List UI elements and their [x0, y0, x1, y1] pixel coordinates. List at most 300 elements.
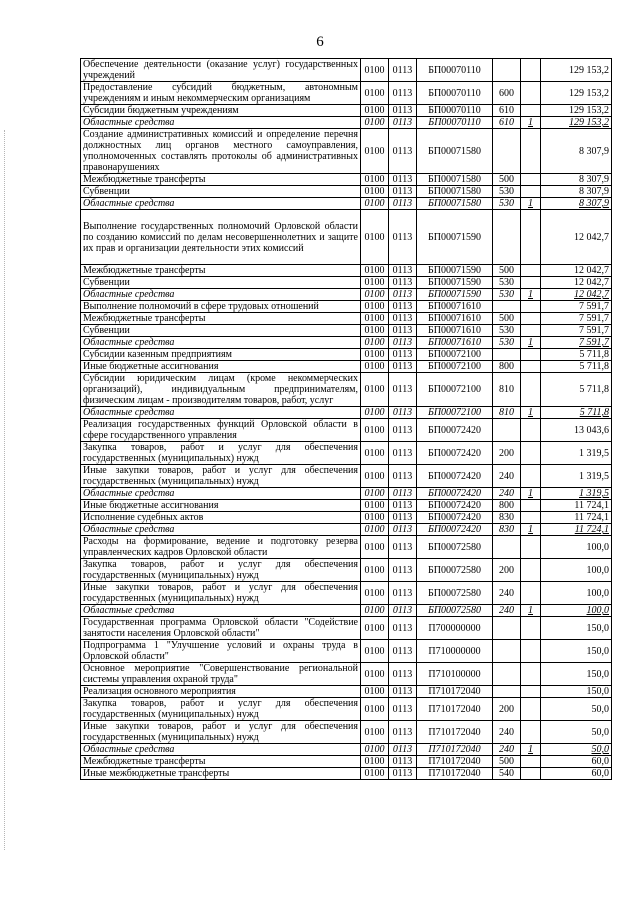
row-subsection-cell: 0113	[389, 465, 417, 488]
row-name-cell: Государственная программа Орловской области "Содействие занятости населения Орловской области"	[81, 617, 361, 640]
row-subsection-cell: 0113	[389, 559, 417, 582]
table-row	[81, 373, 612, 407]
row-section-cell: 0100	[361, 407, 389, 419]
row-article-cell: БП00072100	[417, 373, 493, 407]
row-source-cell	[521, 756, 541, 768]
table-row	[81, 698, 612, 721]
row-name-cell: Областные средства	[81, 289, 361, 301]
row-source-cell	[521, 663, 541, 686]
row-article-cell: БП00072420	[417, 524, 493, 536]
row-section-cell: 0100	[361, 756, 389, 768]
row-expense-type-cell: 610	[493, 117, 521, 129]
row-sum-cell: 100,0	[541, 536, 612, 559]
row-article-cell: БП00071580	[417, 174, 493, 186]
table-row	[81, 407, 612, 419]
table-row	[81, 744, 612, 756]
row-source-cell	[521, 536, 541, 559]
table-row	[81, 325, 612, 337]
row-source-cell	[521, 325, 541, 337]
row-subsection-cell: 0113	[389, 373, 417, 407]
row-sum-cell: 8 307,9	[541, 174, 612, 186]
row-section-cell: 0100	[361, 277, 389, 289]
row-subsection-cell: 0113	[389, 605, 417, 617]
table-row	[81, 500, 612, 512]
row-subsection-cell: 0113	[389, 617, 417, 640]
row-name-cell: Межбюджетные трансферты	[81, 265, 361, 277]
row-name-cell: Расходы на формирование, ведение и подготовку резерва управленческих кадров Орловской области	[81, 536, 361, 559]
row-subsection-cell: 0113	[389, 663, 417, 686]
row-article-cell: П700000000	[417, 617, 493, 640]
row-section-cell: 0100	[361, 663, 389, 686]
row-sum-cell: 11 724,1	[541, 524, 612, 536]
row-section-cell: 0100	[361, 744, 389, 756]
table-row	[81, 129, 612, 174]
row-source-cell	[521, 277, 541, 289]
row-article-cell: БП00070110	[417, 59, 493, 82]
row-article-cell: БП00072100	[417, 407, 493, 419]
row-article-cell: БП00072420	[417, 419, 493, 442]
row-subsection-cell: 0113	[389, 186, 417, 198]
table-row	[81, 617, 612, 640]
table-row	[81, 768, 612, 780]
table-row	[81, 686, 612, 698]
table-row	[81, 198, 612, 210]
row-expense-type-cell: 600	[493, 82, 521, 105]
row-source-cell: 1	[521, 605, 541, 617]
row-subsection-cell: 0113	[389, 407, 417, 419]
table-row	[81, 174, 612, 186]
row-source-cell	[521, 582, 541, 605]
row-expense-type-cell: 240	[493, 605, 521, 617]
row-subsection-cell: 0113	[389, 198, 417, 210]
row-sum-cell: 129 153,2	[541, 105, 612, 117]
budget-table	[80, 58, 612, 780]
row-subsection-cell: 0113	[389, 82, 417, 105]
table-row	[81, 186, 612, 198]
row-name-cell: Областные средства	[81, 407, 361, 419]
row-source-cell	[521, 442, 541, 465]
row-article-cell: БП00072580	[417, 605, 493, 617]
row-expense-type-cell: 530	[493, 325, 521, 337]
row-sum-cell: 1 319,5	[541, 465, 612, 488]
row-source-cell	[521, 59, 541, 82]
row-name-cell: Иные бюджетные ассигнования	[81, 500, 361, 512]
row-sum-cell: 100,0	[541, 582, 612, 605]
row-subsection-cell: 0113	[389, 744, 417, 756]
row-name-cell: Межбюджетные трансферты	[81, 174, 361, 186]
row-source-cell	[521, 349, 541, 361]
row-source-cell	[521, 465, 541, 488]
row-sum-cell: 100,0	[541, 605, 612, 617]
row-name-cell: Областные средства	[81, 117, 361, 129]
row-name-cell: Областные средства	[81, 198, 361, 210]
table-row	[81, 105, 612, 117]
row-subsection-cell: 0113	[389, 756, 417, 768]
row-expense-type-cell: 530	[493, 186, 521, 198]
row-section-cell: 0100	[361, 105, 389, 117]
row-sum-cell: 8 307,9	[541, 186, 612, 198]
table-row	[81, 82, 612, 105]
row-sum-cell: 7 591,7	[541, 313, 612, 325]
row-sum-cell: 50,0	[541, 698, 612, 721]
row-source-cell: 1	[521, 744, 541, 756]
table-row	[81, 301, 612, 313]
table-row	[81, 117, 612, 129]
row-subsection-cell: 0113	[389, 105, 417, 117]
row-expense-type-cell: 240	[493, 465, 521, 488]
row-section-cell: 0100	[361, 442, 389, 465]
row-sum-cell: 100,0	[541, 559, 612, 582]
row-sum-cell: 13 043,6	[541, 419, 612, 442]
row-source-cell: 1	[521, 289, 541, 301]
row-source-cell	[521, 721, 541, 744]
row-sum-cell: 11 724,1	[541, 500, 612, 512]
row-section-cell: 0100	[361, 698, 389, 721]
row-expense-type-cell: 800	[493, 361, 521, 373]
row-sum-cell: 60,0	[541, 768, 612, 780]
row-name-cell: Иные бюджетные ассигнования	[81, 361, 361, 373]
row-section-cell: 0100	[361, 129, 389, 174]
row-subsection-cell: 0113	[389, 442, 417, 465]
row-source-cell	[521, 686, 541, 698]
row-expense-type-cell	[493, 617, 521, 640]
row-source-cell	[521, 174, 541, 186]
table-row	[81, 210, 612, 265]
row-name-cell: Иные закупки товаров, работ и услуг для обеспечения государственных (муниципальных) нужд	[81, 721, 361, 744]
row-article-cell: БП00071610	[417, 313, 493, 325]
table-row	[81, 361, 612, 373]
row-subsection-cell: 0113	[389, 117, 417, 129]
row-section-cell: 0100	[361, 465, 389, 488]
row-subsection-cell: 0113	[389, 313, 417, 325]
row-sum-cell: 1 319,5	[541, 442, 612, 465]
table-row	[81, 337, 612, 349]
row-source-cell	[521, 617, 541, 640]
row-subsection-cell: 0113	[389, 337, 417, 349]
row-subsection-cell: 0113	[389, 174, 417, 186]
row-name-cell: Субвенции	[81, 325, 361, 337]
row-expense-type-cell: 810	[493, 373, 521, 407]
row-name-cell: Субсидии бюджетным учреждениям	[81, 105, 361, 117]
row-subsection-cell: 0113	[389, 277, 417, 289]
row-expense-type-cell	[493, 129, 521, 174]
row-section-cell: 0100	[361, 117, 389, 129]
row-sum-cell: 129 153,2	[541, 117, 612, 129]
row-name-cell: Областные средства	[81, 337, 361, 349]
row-sum-cell: 7 591,7	[541, 337, 612, 349]
row-expense-type-cell: 500	[493, 313, 521, 325]
table-row	[81, 663, 612, 686]
row-expense-type-cell	[493, 59, 521, 82]
row-expense-type-cell	[493, 663, 521, 686]
row-section-cell: 0100	[361, 488, 389, 500]
row-subsection-cell: 0113	[389, 265, 417, 277]
row-source-cell: 1	[521, 337, 541, 349]
row-sum-cell: 7 591,7	[541, 325, 612, 337]
row-source-cell	[521, 82, 541, 105]
table-row	[81, 605, 612, 617]
row-sum-cell: 7 591,7	[541, 301, 612, 313]
row-expense-type-cell: 530	[493, 277, 521, 289]
row-expense-type-cell: 540	[493, 768, 521, 780]
table-row	[81, 265, 612, 277]
row-expense-type-cell: 240	[493, 582, 521, 605]
row-name-cell: Реализация государственных функций Орловской области в сфере государственного управления	[81, 419, 361, 442]
row-expense-type-cell	[493, 349, 521, 361]
row-article-cell: БП00070110	[417, 117, 493, 129]
row-sum-cell: 12 042,7	[541, 289, 612, 301]
table-row	[81, 640, 612, 663]
row-expense-type-cell: 200	[493, 442, 521, 465]
table-row	[81, 465, 612, 488]
row-article-cell: БП00072420	[417, 442, 493, 465]
row-source-cell	[521, 698, 541, 721]
row-article-cell: БП00071610	[417, 337, 493, 349]
row-article-cell: БП00071610	[417, 325, 493, 337]
row-article-cell: БП00071580	[417, 198, 493, 210]
row-expense-type-cell: 240	[493, 744, 521, 756]
row-sum-cell: 5 711,8	[541, 349, 612, 361]
row-name-cell: Субвенции	[81, 277, 361, 289]
row-sum-cell: 5 711,8	[541, 373, 612, 407]
row-section-cell: 0100	[361, 617, 389, 640]
row-article-cell: БП00071590	[417, 289, 493, 301]
row-expense-type-cell	[493, 419, 521, 442]
row-article-cell: БП00071590	[417, 210, 493, 265]
row-article-cell: БП00071580	[417, 129, 493, 174]
row-section-cell: 0100	[361, 419, 389, 442]
row-source-cell	[521, 265, 541, 277]
row-section-cell: 0100	[361, 313, 389, 325]
row-article-cell: П710172040	[417, 721, 493, 744]
row-expense-type-cell	[493, 210, 521, 265]
row-sum-cell: 150,0	[541, 640, 612, 663]
row-subsection-cell: 0113	[389, 301, 417, 313]
table-row	[81, 277, 612, 289]
row-article-cell: БП00071610	[417, 301, 493, 313]
row-source-cell	[521, 512, 541, 524]
row-article-cell: П710172040	[417, 768, 493, 780]
row-article-cell: БП00071590	[417, 265, 493, 277]
row-sum-cell: 150,0	[541, 686, 612, 698]
row-article-cell: БП00071590	[417, 277, 493, 289]
row-name-cell: Закупка товаров, работ и услуг для обеспечения государственных (муниципальных) нужд	[81, 559, 361, 582]
row-sum-cell: 129 153,2	[541, 59, 612, 82]
table-row	[81, 349, 612, 361]
row-subsection-cell: 0113	[389, 721, 417, 744]
row-expense-type-cell: 500	[493, 174, 521, 186]
row-section-cell: 0100	[361, 373, 389, 407]
row-expense-type-cell: 830	[493, 524, 521, 536]
row-name-cell: Межбюджетные трансферты	[81, 313, 361, 325]
row-subsection-cell: 0113	[389, 289, 417, 301]
row-name-cell: Обеспечение деятельности (оказание услуг) государственных учреждений	[81, 59, 361, 82]
row-section-cell: 0100	[361, 337, 389, 349]
row-expense-type-cell	[493, 301, 521, 313]
row-source-cell	[521, 500, 541, 512]
row-name-cell: Областные средства	[81, 524, 361, 536]
row-source-cell: 1	[521, 117, 541, 129]
row-expense-type-cell: 530	[493, 198, 521, 210]
row-article-cell: П710100000	[417, 663, 493, 686]
row-name-cell: Межбюджетные трансферты	[81, 756, 361, 768]
row-name-cell: Субвенции	[81, 186, 361, 198]
margin-dotted-line	[4, 130, 6, 850]
row-sum-cell: 8 307,9	[541, 198, 612, 210]
page-number: 6	[316, 34, 324, 50]
row-source-cell	[521, 361, 541, 373]
row-sum-cell: 129 153,2	[541, 82, 612, 105]
row-article-cell: БП00070110	[417, 105, 493, 117]
table-row	[81, 536, 612, 559]
row-subsection-cell: 0113	[389, 59, 417, 82]
row-section-cell: 0100	[361, 301, 389, 313]
table-row	[81, 524, 612, 536]
row-source-cell	[521, 129, 541, 174]
table-row	[81, 488, 612, 500]
row-sum-cell: 11 724,1	[541, 512, 612, 524]
row-name-cell: Реализация основного мероприятия	[81, 686, 361, 698]
row-name-cell: Исполнение судебных актов	[81, 512, 361, 524]
row-article-cell: БП00072420	[417, 465, 493, 488]
row-name-cell: Областные средства	[81, 744, 361, 756]
row-article-cell: П710172040	[417, 756, 493, 768]
row-subsection-cell: 0113	[389, 500, 417, 512]
row-expense-type-cell: 810	[493, 407, 521, 419]
row-section-cell: 0100	[361, 361, 389, 373]
table-row	[81, 59, 612, 82]
row-subsection-cell: 0113	[389, 686, 417, 698]
table-row	[81, 512, 612, 524]
row-subsection-cell: 0113	[389, 698, 417, 721]
row-subsection-cell: 0113	[389, 488, 417, 500]
table-row	[81, 313, 612, 325]
row-sum-cell: 5 711,8	[541, 407, 612, 419]
row-expense-type-cell: 240	[493, 721, 521, 744]
row-name-cell: Выполнение полномочий в сфере трудовых отношений	[81, 301, 361, 313]
row-expense-type-cell: 200	[493, 698, 521, 721]
row-name-cell: Областные средства	[81, 605, 361, 617]
row-source-cell	[521, 419, 541, 442]
row-article-cell: БП00072580	[417, 559, 493, 582]
row-source-cell: 1	[521, 488, 541, 500]
row-section-cell: 0100	[361, 174, 389, 186]
row-expense-type-cell	[493, 640, 521, 663]
row-section-cell: 0100	[361, 265, 389, 277]
row-section-cell: 0100	[361, 605, 389, 617]
row-article-cell: БП00071580	[417, 186, 493, 198]
table-row	[81, 289, 612, 301]
row-name-cell: Основное мероприятие "Совершенствование региональной системы управления охраной труда"	[81, 663, 361, 686]
row-name-cell: Выполнение государственных полномочий Орловской области по созданию комиссий по делам несовершеннолетних и защите их прав и организации деятельности этих комиссий	[81, 210, 361, 265]
row-expense-type-cell: 240	[493, 488, 521, 500]
row-section-cell: 0100	[361, 186, 389, 198]
row-name-cell: Иные закупки товаров, работ и услуг для обеспечения государственных (муниципальных) нужд	[81, 465, 361, 488]
row-article-cell: БП00070110	[417, 82, 493, 105]
row-article-cell: П710172040	[417, 744, 493, 756]
row-source-cell	[521, 105, 541, 117]
row-source-cell	[521, 373, 541, 407]
row-source-cell: 1	[521, 407, 541, 419]
table-row	[81, 419, 612, 442]
row-name-cell: Субсидии юридическим лицам (кроме некоммерческих организаций), индивидуальным предпринимателям, физическим лицам - производителям товаров, работ, услуг	[81, 373, 361, 407]
row-sum-cell: 50,0	[541, 744, 612, 756]
row-subsection-cell: 0113	[389, 524, 417, 536]
row-section-cell: 0100	[361, 500, 389, 512]
row-source-cell	[521, 301, 541, 313]
row-expense-type-cell	[493, 686, 521, 698]
row-section-cell: 0100	[361, 512, 389, 524]
row-name-cell: Иные закупки товаров, работ и услуг для обеспечения государственных (муниципальных) нужд	[81, 582, 361, 605]
row-name-cell: Субсидии казенным предприятиям	[81, 349, 361, 361]
row-section-cell: 0100	[361, 82, 389, 105]
row-subsection-cell: 0113	[389, 419, 417, 442]
row-source-cell	[521, 768, 541, 780]
row-name-cell: Областные средства	[81, 488, 361, 500]
row-section-cell: 0100	[361, 721, 389, 744]
row-section-cell: 0100	[361, 559, 389, 582]
row-sum-cell: 5 711,8	[541, 361, 612, 373]
row-sum-cell: 150,0	[541, 663, 612, 686]
row-subsection-cell: 0113	[389, 325, 417, 337]
row-section-cell: 0100	[361, 640, 389, 663]
row-expense-type-cell: 830	[493, 512, 521, 524]
row-article-cell: БП00072100	[417, 349, 493, 361]
row-name-cell: Иные межбюджетные трансферты	[81, 768, 361, 780]
row-section-cell: 0100	[361, 325, 389, 337]
row-name-cell: Подпрограмма 1 "Улучшение условий и охраны труда в Орловской области"	[81, 640, 361, 663]
row-expense-type-cell: 530	[493, 289, 521, 301]
row-article-cell: БП00072420	[417, 500, 493, 512]
row-section-cell: 0100	[361, 524, 389, 536]
budget-table-body	[81, 59, 612, 780]
row-sum-cell: 12 042,7	[541, 210, 612, 265]
row-expense-type-cell: 530	[493, 337, 521, 349]
row-expense-type-cell: 200	[493, 559, 521, 582]
row-name-cell: Создание административных комиссий и определение перечня должностных лиц органов местного самоуправления, уполномоченных составлять протоколы об административных правонарушениях	[81, 129, 361, 174]
table-row	[81, 559, 612, 582]
table-row	[81, 582, 612, 605]
row-section-cell: 0100	[361, 289, 389, 301]
row-section-cell: 0100	[361, 686, 389, 698]
table-row	[81, 721, 612, 744]
row-subsection-cell: 0113	[389, 210, 417, 265]
row-subsection-cell: 0113	[389, 512, 417, 524]
row-subsection-cell: 0113	[389, 582, 417, 605]
row-sum-cell: 60,0	[541, 756, 612, 768]
row-source-cell	[521, 210, 541, 265]
row-article-cell: БП00072100	[417, 361, 493, 373]
row-article-cell: П710172040	[417, 686, 493, 698]
table-row	[81, 442, 612, 465]
row-article-cell: П710172040	[417, 698, 493, 721]
row-section-cell: 0100	[361, 210, 389, 265]
row-expense-type-cell: 800	[493, 500, 521, 512]
row-subsection-cell: 0113	[389, 536, 417, 559]
row-name-cell: Предоставление субсидий бюджетным, автономным учреждениям и иным некоммерческим организациям	[81, 82, 361, 105]
row-article-cell: БП00072420	[417, 512, 493, 524]
row-section-cell: 0100	[361, 536, 389, 559]
row-source-cell: 1	[521, 524, 541, 536]
row-subsection-cell: 0113	[389, 361, 417, 373]
row-sum-cell: 12 042,7	[541, 265, 612, 277]
row-section-cell: 0100	[361, 768, 389, 780]
table-row	[81, 756, 612, 768]
row-section-cell: 0100	[361, 349, 389, 361]
row-sum-cell: 1 319,5	[541, 488, 612, 500]
row-source-cell	[521, 186, 541, 198]
row-section-cell: 0100	[361, 582, 389, 605]
